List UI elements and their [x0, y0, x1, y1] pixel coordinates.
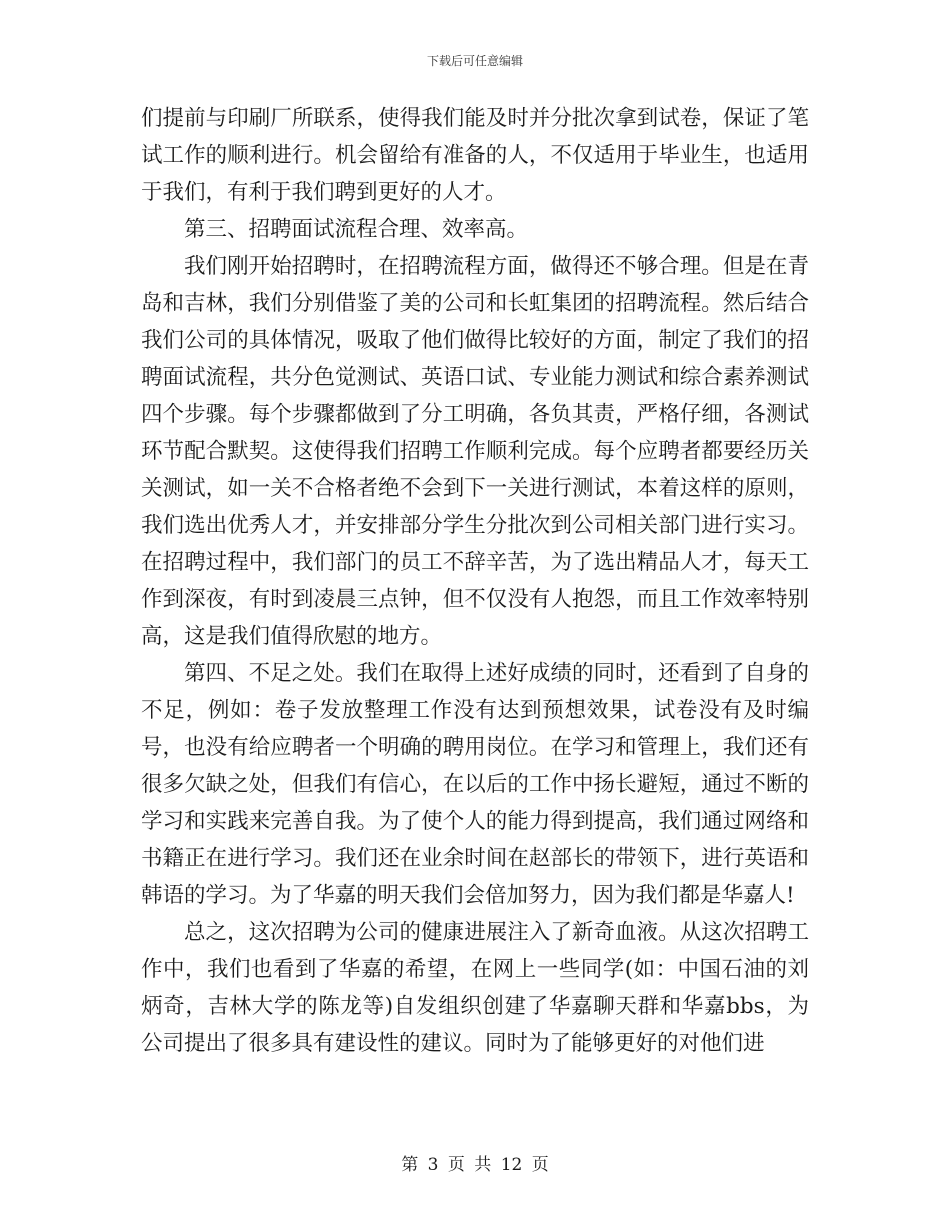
- section-heading: 第三、招聘面试流程合理、效率高。: [184, 217, 529, 242]
- page-number-footer: 第 3 页 共 12 页: [401, 1155, 549, 1175]
- document-body: [141, 100, 809, 1062]
- paragraph: 总之，这次招聘为公司的健康进展注入了新奇血液。从这次招聘工作中，我们也看到了华嘉的希望，在网上一些同学(如：中国石油的刘炳奇，吉林大学的陈龙等)自发组织创建了华嘉聊天群和华嘉bbs，为公司提出了很多具有建设性的建议。同时为了能够更好的对他们进: [141, 920, 809, 1056]
- paragraph: 第四、不足之处。我们在取得上述好成绩的同时，还看到了自身的不足，例如：卷子发放整理工作没有达到预想效果，试卷没有及时编号，也没有给应聘者一个明确的聘用岗位。在学习和管理上，我们还有很多欠缺之处，但我们有信心，在以后的工作中扬长避短，通过不断的学习和实践来完善自我。为了使个人的能力得到提高，我们通过网络和书籍正在进行学习。我们还在业余时间在赵部长的带领下，进行英语和韩语的学习。为了华嘉的明天我们会倍加努力，因为我们都是华嘉人!: [141, 661, 809, 908]
- paragraph: 我们刚开始招聘时，在招聘流程方面，做得还不够合理。但是在青岛和吉林，我们分别借鉴了美的公司和长虹集团的招聘流程。然后结合我们公司的具体情况，吸取了他们做得比较好的方面，制定了我们的招聘面试流程，共分色觉测试、英语口试、专业能力测试和综合素养测试四个步骤。每个步骤都做到了分工明确，各负其责，严格仔细，各测试环节配合默契。这使得我们招聘工作顺利完成。每个应聘者都要经历关关测试，如一关不合格者绝不会到下一关进行测试，本着这样的原则，我们选出优秀人才，并安排部分学生分批次到公司相关部门进行实习。在招聘过程中，我们部门的员工不辞辛苦，为了选出精品人才，每天工作到深夜，有时到凌晨三点钟，但不仅没有人抱怨，而且工作效率特别高，这是我们值得欣慰的地方。: [141, 254, 809, 649]
- page-header-note: 下载后可任意编辑: [426, 54, 523, 68]
- paragraph: 们提前与印刷厂所联系，使得我们能及时并分批次拿到试卷，保证了笔试工作的顺利进行。机会留给有准备的人，不仅适用于毕业生，也适用于我们，有利于我们聘到更好的人才。: [141, 106, 809, 205]
